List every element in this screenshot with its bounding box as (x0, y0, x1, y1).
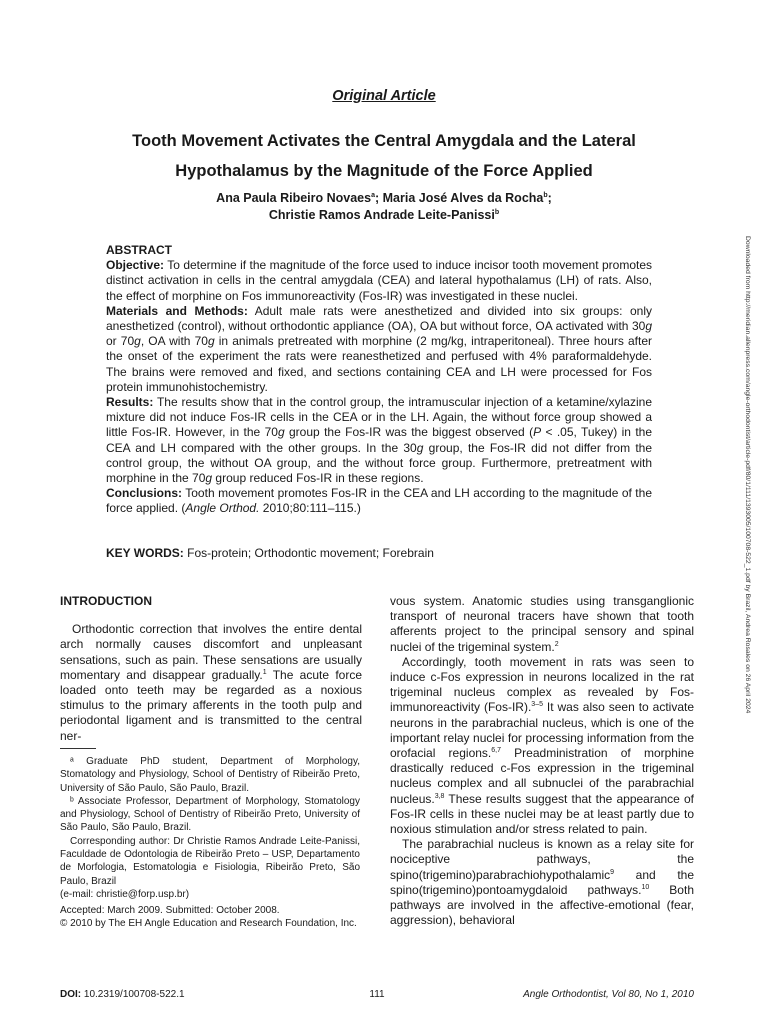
right-column (390, 594, 694, 928)
unit-g: g (416, 440, 424, 455)
title-line-1: Tooth Movement Activates the Central Amygdala and the Lateral (132, 132, 636, 150)
citation-marker: 6,7 (491, 747, 501, 755)
keywords-text: Fos-protein; Orthodontic movement; Forebrain (183, 546, 434, 560)
conclusions-text: Tooth movement promotes Fos-IR in the CEA and LH according to the magnitude of the force applied. ( (106, 486, 652, 516)
methods-text: in animals pretreated with morphine (2 mg/kg, intraperitoneal). Three hours after the onset of the experiment the rats were reanesthetized and perfused with 4% paraformaldehyde. The brains were removed and fixed, and sections containing CEA and LH were processed for Fos protein immunohistochemistry. (106, 334, 653, 394)
body-text: and the spino(trigemino)pontoamygdaloid pathways. (390, 867, 694, 897)
journal-citation: Angle Orthodontist, Vol 80, No 1, 2010 (523, 989, 694, 1000)
citation-marker: 1 (262, 668, 267, 676)
body-paragraph (390, 837, 694, 928)
results-text: group reduced Fos-IR in these regions. (212, 471, 424, 486)
abstract (106, 243, 652, 517)
corresponding-author: Corresponding author: Dr Christie Ramos Andrade Leite-Panissi, Faculdade de Odontologia de Ribeirão Preto – USP, Departamento de Morfologia, Estomatologia e Fisiologia, Ribeirão Preto, São Paulo, Brazil (60, 835, 360, 887)
methods-label: Materials and Methods: (106, 303, 248, 318)
footnotes (60, 755, 360, 901)
body-paragraph (390, 594, 694, 655)
abstract-heading: ABSTRACT (106, 243, 172, 257)
email-line: (e-mail: christie@forp.usp.br) (60, 888, 190, 900)
abstract-conclusions (106, 486, 652, 516)
copyright-notice: © 2010 by The EH Angle Education and Research Foundation, Inc. (60, 918, 357, 930)
body-text: Preadministration of morphine drastically reduced c-Fos expression in the trigeminal nucleus complex and all subnuclei of the parabrachial nucleus. (390, 746, 694, 806)
download-watermark (743, 236, 753, 926)
citation-marker: 10 (641, 883, 650, 891)
download-note-text: Downloaded from http://meridian.allenpress.com/angle-orthodontist/article-pdf/80/1/111/1393005/100708-522_1.pdf by Brazil, Andrea Rosales on 26 April 2024 (744, 236, 751, 714)
publication-notes (60, 904, 360, 931)
doi-label: DOI: (60, 989, 82, 1000)
objective-label: Objective: (106, 258, 165, 273)
citation-marker: 3–5 (531, 701, 543, 709)
citation-marker: 9 (610, 868, 615, 876)
intro-text: The acute force loaded onto teeth may be regarded as a noxious stimulus to the primary afferents in the tooth pulp and periodontal ligament and is transmitted to the central ner- (60, 667, 363, 743)
keywords (106, 546, 652, 560)
body-text: Both pathways are involved in the affective-emotional (fear, aggression), behavioral (390, 882, 694, 928)
body-text: The parabrachial nucleus is known as a relay site for nociceptive pathways, the spino(trigemino)parabrachiohypothalamic (390, 837, 694, 882)
page-number: 111 (369, 989, 385, 1000)
results-text: group, the Fos-IR did not differ from the control group, the without OA group, and the without force group. Furthermore, pretreatment with morphine in the 70 (106, 440, 653, 486)
affiliation-marker: b (543, 191, 548, 199)
author-name: Ana Paula Ribeiro Novaes (216, 191, 372, 205)
affiliation-marker: b (494, 208, 500, 216)
title-line-2: Hypothalamus by the Magnitude of the Force Applied (175, 162, 593, 180)
author-separator: ; (375, 191, 383, 205)
conclusions-label: Conclusions: (106, 486, 183, 501)
abstract-methods (106, 304, 652, 395)
citation-marker: 3,8 (434, 792, 445, 800)
author-line-1 (60, 190, 708, 207)
citation-marker: 2 (554, 640, 559, 648)
methods-text: , OA with 70 (140, 334, 208, 349)
keywords-label: KEY WORDS: (106, 546, 184, 560)
results-text: group the Fos-IR was the biggest observed ( (284, 425, 534, 440)
author-separator: ; (547, 191, 552, 205)
results-text: < .05, Tukey) in the CEA and LH compared with the other groups. In the 30 (106, 425, 652, 455)
affiliation-marker: a (371, 191, 375, 199)
body-text: Accordingly, tooth movement in rats was seen to induce c-Fos expression in neurons localized in the rat trigeminal nucleus complex as revealed by Fos-immunoreactivity (Fos-IR). (390, 654, 694, 715)
intro-text: Orthodontic correction that involves the entire dental arch normally causes discomfort and unpleasant sensations, such as pain. These sensations are usually momentary and disappear gradually. (60, 622, 362, 682)
introduction-heading: INTRODUCTION (60, 594, 152, 608)
unit-g: g (134, 334, 141, 349)
footnote-b: ᵇ Associate Professor, Department of Morphology, Stomatology and Physiology, School of Dentistry of Ribeirão Preto, University of São Paulo, São Paulo, Brazil. (60, 795, 360, 834)
page-footer (60, 989, 694, 1003)
unit-g: g (205, 471, 213, 486)
author-line-2 (60, 207, 708, 224)
p-value-symbol: P (533, 425, 542, 440)
abstract-results (106, 395, 652, 486)
body-text: These results suggest that the appearance of Fos-IR cells in these nuclei may be at least partly due to noxious stimulation and/or stress related to pain. (390, 791, 694, 837)
article-title (60, 126, 708, 186)
journal-abbrev: Angle Orthod. (185, 501, 260, 516)
methods-text: or 70 (106, 334, 135, 349)
unit-g: g (277, 425, 285, 440)
conclusions-text: 2010;80:111–115.) (259, 501, 361, 516)
footnote-a: ᵃ Graduate PhD student, Department of Morphology, Stomatology and Physiology, School of Dentistry of Ribeirão Preto, University of São Paulo, São Paulo, Brazil. (60, 756, 360, 794)
abstract-objective (106, 258, 652, 304)
doi-value: 10.2319/100708-522.1 (81, 989, 185, 1000)
author-name: Maria José Alves da Rocha (382, 191, 544, 205)
author-list (60, 190, 708, 224)
body-text: vous system. Anatomic studies using transganglionic transport of neuronal tracers have shown that tooth afferents project to the principal sensory and spinal nuclei of the trigeminal system. (390, 594, 694, 654)
objective-text: To determine if the magnitude of the force used to induce incisor tooth movement promotes distinct activation in cells in the central amygdala (CEA) and lateral hypothalamus (LH) of rats. Also, the effect of morphine on Fos immunoreactivity (Fos-IR) was investigated in these nuclei. (106, 258, 652, 303)
body-paragraph (390, 655, 694, 837)
body-text: It was also seen to activate neurons in the parabrachial nucleus, which is one of the important relay nuclei for processing information from the orofacial regions. (390, 700, 694, 761)
unit-g: g (645, 319, 652, 334)
author-name: Christie Ramos Andrade Leite-Panissi (268, 208, 495, 222)
results-label: Results: (106, 395, 154, 410)
accepted-date: Accepted: March 2009. Submitted: October 2008. (60, 905, 280, 916)
unit-g: g (207, 334, 215, 349)
methods-text: Adult male rats were anesthetized and divided into six groups: only anesthetized (control), without orthodontic appliance (OA), OA but without force, OA activated with 30 (106, 303, 653, 334)
results-text: The results show that in the control group, the intramuscular injection of a ketamine/xylazine mixture did not induce Fos-IR cells in the CEA or in the LH. Again, the without force group showed a little Fos-IR. However, in the 70 (106, 395, 652, 440)
left-column (60, 594, 362, 744)
intro-paragraph (60, 622, 362, 744)
footnote-divider (60, 748, 96, 749)
article-type-label: Original Article (332, 88, 436, 104)
